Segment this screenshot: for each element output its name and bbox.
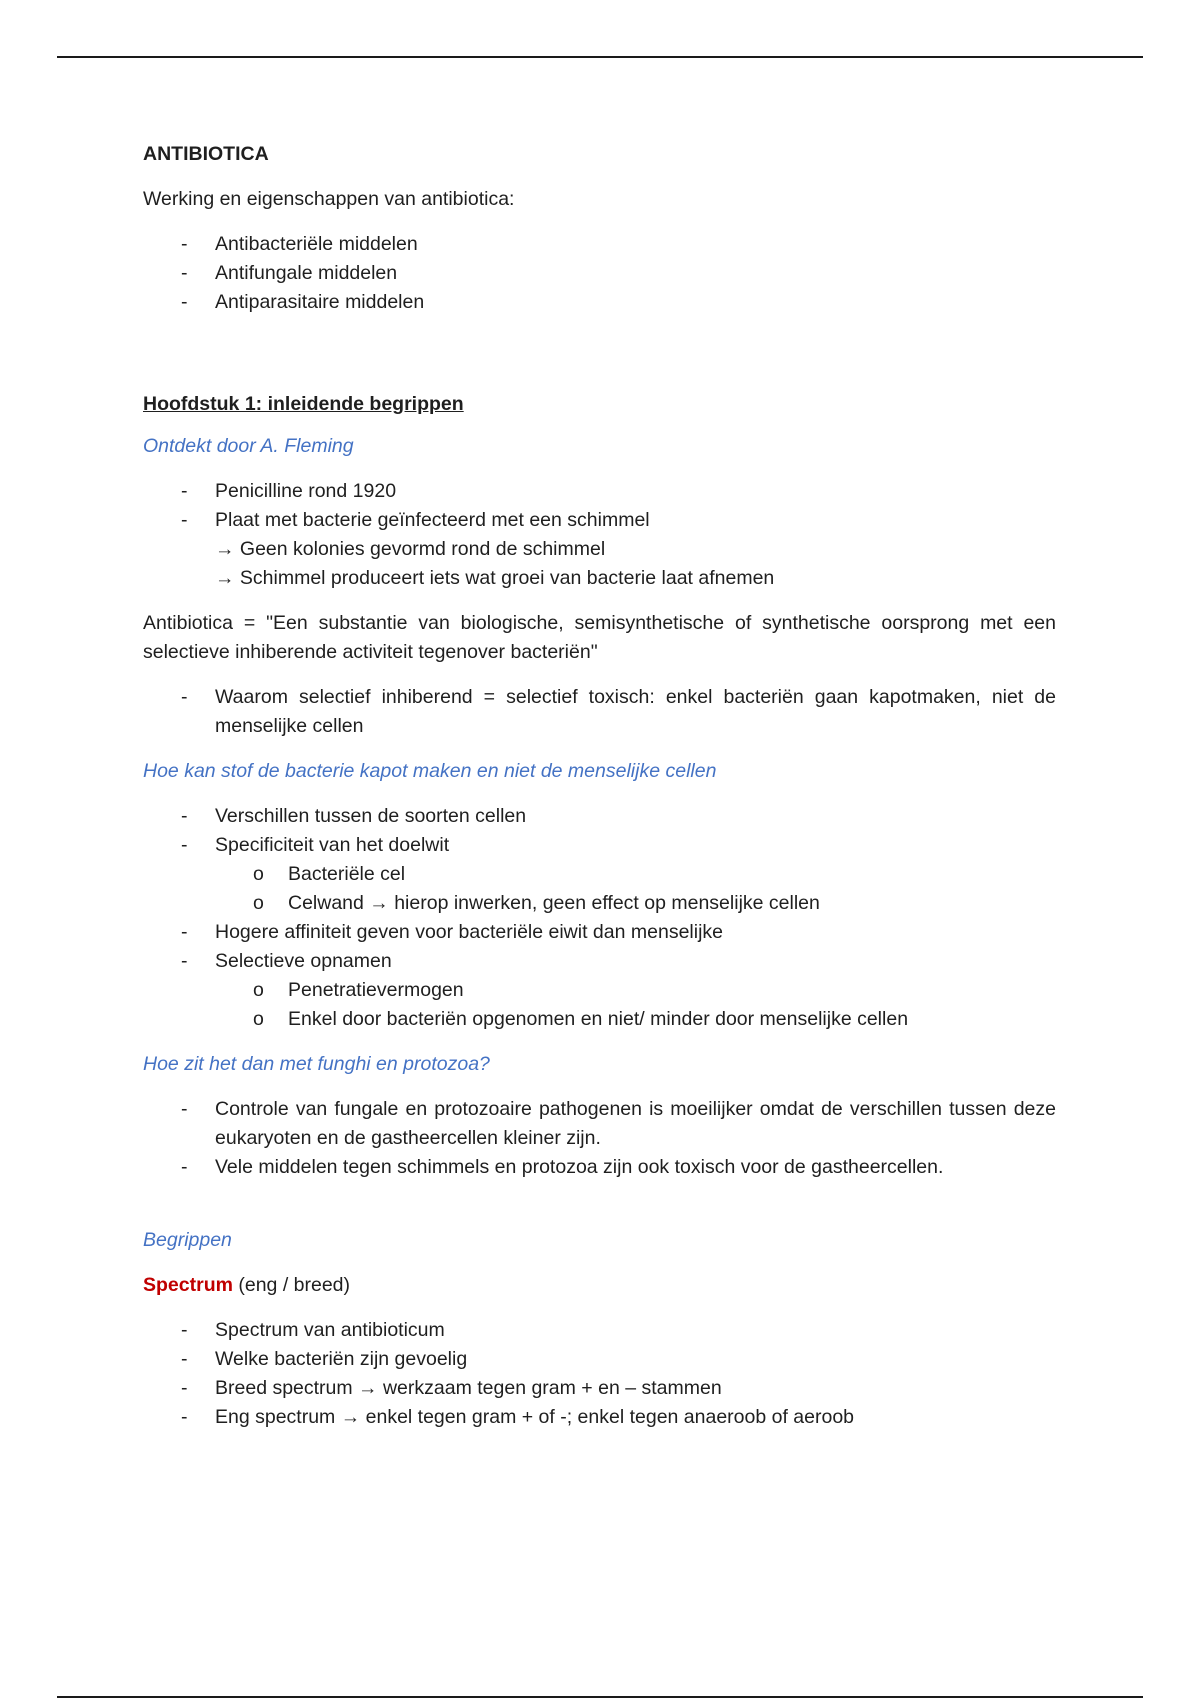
- sub-list-item: o Penetratievermogen: [143, 976, 1056, 1005]
- list-item: - Waarom selectief inhiberend = selectief toxisch: enkel bacteriën gaan kapotmaken, niet de menselijke cellen: [143, 683, 1056, 741]
- spectrum-qualifier: (eng / breed): [232, 1274, 351, 1296]
- list-item: - Eng spectrum → enkel tegen gram + of -; enkel tegen anaeroob of aeroob: [143, 1403, 1056, 1432]
- spectrum-term: Spectrum: [143, 1274, 233, 1296]
- document-body: [143, 140, 1056, 1448]
- list-item: [143, 947, 1056, 1034]
- spectrum-term-line: [143, 1271, 1056, 1300]
- header-rule: [57, 56, 1143, 58]
- list-item: - Penicilline rond 1920: [143, 477, 1056, 506]
- chapter-heading: Hoofdstuk 1: inleidende begrippen: [143, 393, 464, 415]
- list-item: - Verschillen tussen de soorten cellen: [143, 802, 1056, 831]
- document-title: ANTIBIOTICA: [143, 143, 269, 165]
- arrow-line: → Schimmel produceert iets wat groei van bacterie laat afnemen: [215, 567, 775, 589]
- definition-paragraph: Antibiotica = "Een substantie van biologische, semisynthetische of synthetische oorsprong met een selectieve inhiberende activiteit tegenover bacteriën": [143, 612, 1056, 663]
- fungi-list: [143, 1095, 1056, 1182]
- section-heading-selectivity: Hoe kan stof de bacterie kapot maken en niet de menselijke cellen: [143, 760, 717, 782]
- section-heading-fungi: Hoe zit het dan met funghi en protozoa?: [143, 1053, 490, 1075]
- list-item: - Breed spectrum → werkzaam tegen gram + en – stammen: [143, 1374, 1056, 1403]
- sub-list-item: o Bacteriële cel: [143, 860, 1056, 889]
- selectivity-list: [143, 802, 1056, 1034]
- list-item: - Spectrum van antibioticum: [143, 1316, 1056, 1345]
- list-item-text: Specificiteit van het doelwit: [215, 834, 450, 856]
- list-item: - Antiparasitaire middelen: [143, 288, 1056, 317]
- sub-list-item: o Celwand → hierop inwerken, geen effect op menselijke cellen: [143, 889, 1056, 918]
- list-item: - Controle van fungale en protozoaire pathogenen is moeilijker omdat de verschillen tussen deze eukaryoten en de gastheercellen kleiner zijn.: [143, 1095, 1056, 1153]
- list-item: - Hogere affiniteit geven voor bacteriële eiwit dan menselijke: [143, 918, 1056, 947]
- list-item: [143, 506, 1056, 593]
- list-item-text: Selectieve opnamen: [215, 950, 392, 972]
- footer-rule: [57, 1696, 1143, 1698]
- list-item: [143, 831, 1056, 918]
- intro-list: [143, 230, 1056, 317]
- list-item: - Welke bacteriën zijn gevoelig: [143, 1345, 1056, 1374]
- section-heading-fleming: Ontdekt door A. Fleming: [143, 435, 354, 457]
- section-heading-begrippen: Begrippen: [143, 1229, 232, 1251]
- list-item-text: Plaat met bacterie geïnfecteerd met een schimmel: [215, 509, 650, 531]
- list-item: - Vele middelen tegen schimmels en protozoa zijn ook toxisch voor de gastheercellen.: [143, 1153, 1056, 1182]
- sub-list: [215, 976, 1056, 1034]
- fleming-list: [143, 477, 1056, 593]
- list-item: - Antibacteriële middelen: [143, 230, 1056, 259]
- intro-text: Werking en eigenschappen van antibiotica:: [143, 188, 515, 210]
- sub-list-item: o Enkel door bacteriën opgenomen en niet/ minder door menselijke cellen: [143, 1005, 1056, 1034]
- list-item: - Antifungale middelen: [143, 259, 1056, 288]
- definition-list: [143, 683, 1056, 741]
- spectrum-list: [143, 1316, 1056, 1432]
- arrow-line: → Geen kolonies gevormd rond de schimmel: [215, 538, 606, 560]
- sub-list: [215, 860, 1056, 918]
